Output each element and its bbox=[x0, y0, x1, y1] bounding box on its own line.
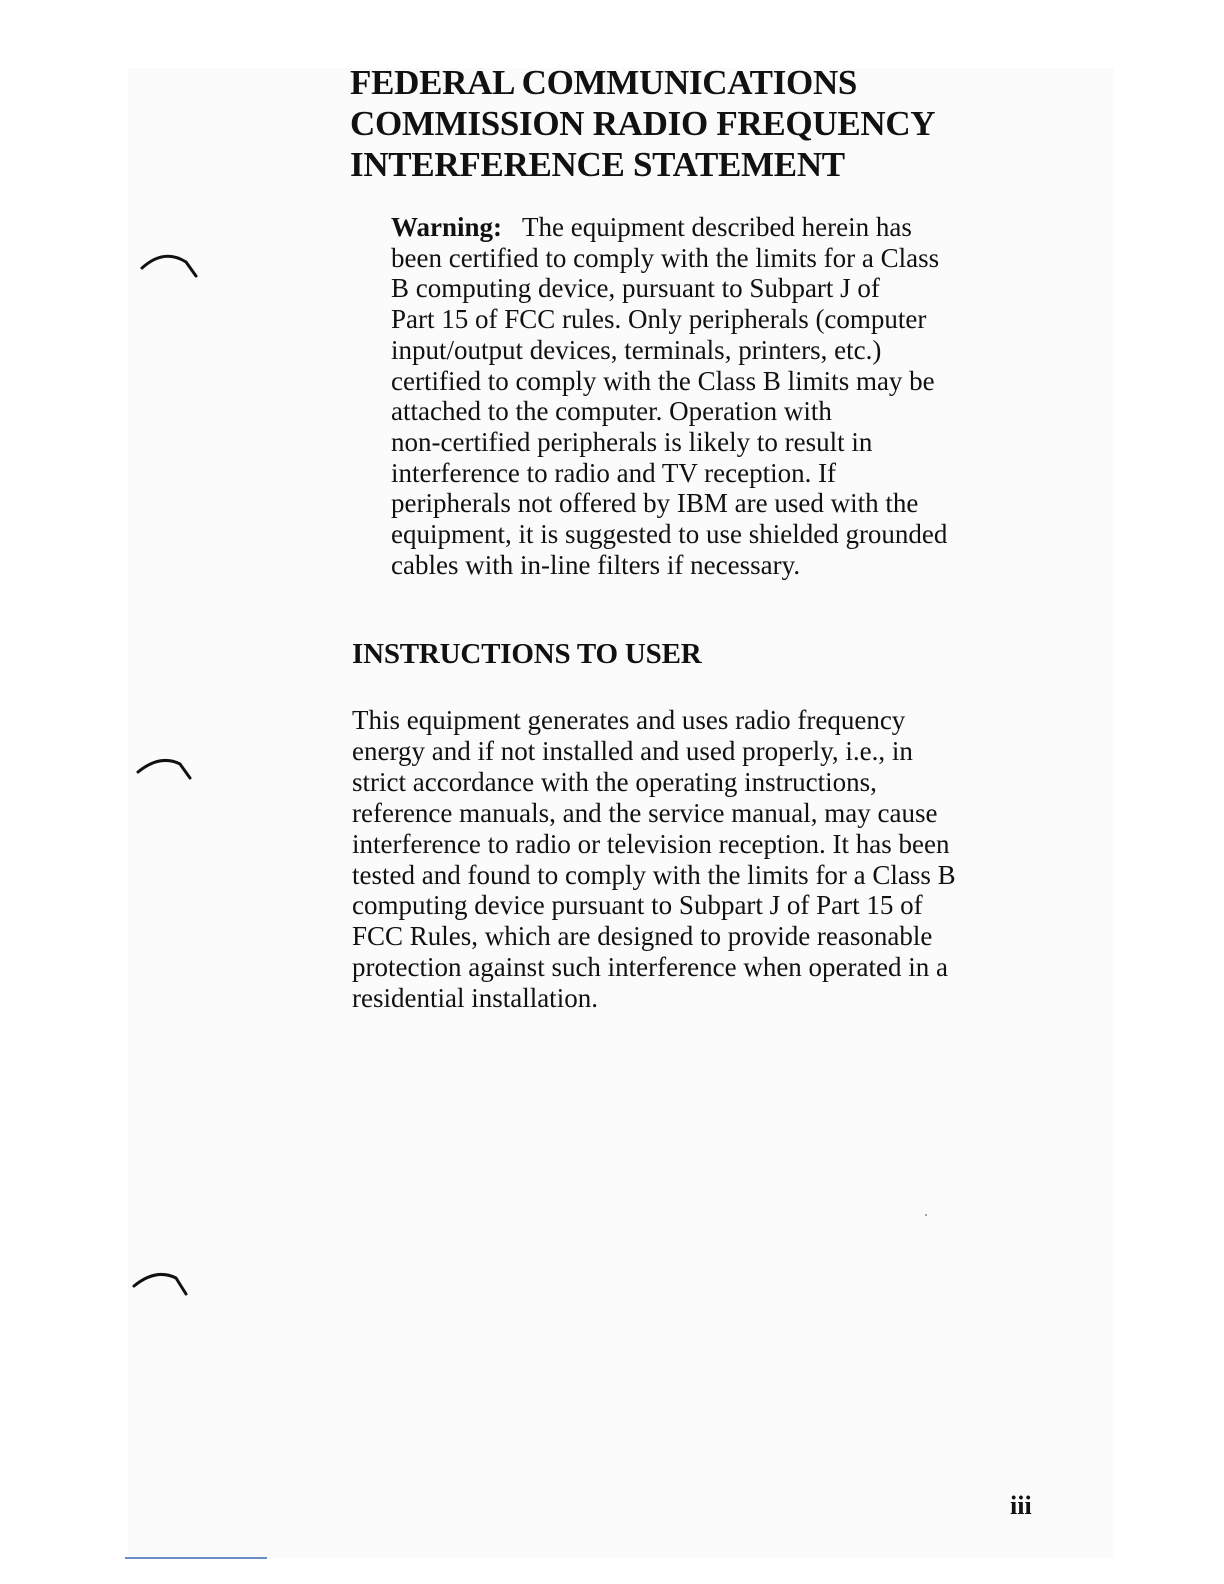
warning-line: attached to the computer. Operation with bbox=[391, 396, 832, 427]
warning-line: The equipment described herein has bbox=[522, 212, 912, 242]
scan-edge-line bbox=[125, 1557, 267, 1559]
warning-line: B computing device, pursuant to Subpart J of bbox=[391, 273, 880, 304]
warning-line: Part 15 of FCC rules. Only peripherals (computer bbox=[391, 304, 927, 335]
warning-line: cables with in-line filters if necessary. bbox=[391, 549, 801, 580]
instructions-line: tested and found to comply with the limits for a Class B bbox=[352, 859, 956, 890]
warning-line: peripherals not offered by IBM are used with the bbox=[391, 488, 919, 519]
warning-line: been certified to comply with the limits for a Class bbox=[391, 242, 940, 273]
instructions-line: strict accordance with the operating instructions, bbox=[352, 766, 877, 797]
instructions-line: This equipment generates and uses radio frequency bbox=[352, 705, 906, 735]
instructions-line: FCC Rules, which are designed to provide reasonable bbox=[352, 921, 933, 952]
warning-label: Warning: bbox=[391, 212, 503, 242]
warning-line: equipment, it is suggested to use shielded grounded bbox=[391, 519, 948, 550]
binder-hole-mark-icon bbox=[134, 754, 196, 794]
title-line: INTERFERENCE STATEMENT bbox=[350, 145, 845, 184]
instructions-line: computing device pursuant to Subpart J of Part 15 of bbox=[352, 890, 923, 921]
instructions-line: reference manuals, and the service manual, may cause bbox=[352, 797, 938, 828]
title-line: COMMISSION RADIO FREQUENCY bbox=[350, 104, 936, 143]
warning-line: non-certified peripherals is likely to result in bbox=[391, 426, 873, 457]
warning-first-line bbox=[391, 212, 1071, 243]
instructions-line: residential installation. bbox=[352, 983, 598, 1014]
warning-line: input/output devices, terminals, printers, etc.) bbox=[391, 334, 882, 365]
instructions-paragraph bbox=[352, 705, 1072, 1014]
page-title bbox=[350, 62, 1070, 185]
warning-line: certified to comply with the Class B limits may be bbox=[391, 365, 935, 396]
title-line: FEDERAL COMMUNICATIONS bbox=[350, 63, 858, 102]
instructions-line: interference to radio or television reception. It has been bbox=[352, 828, 950, 859]
warning-paragraph bbox=[391, 212, 1071, 580]
instructions-line: protection against such interference when operated in a bbox=[352, 952, 948, 983]
binder-hole-mark-icon bbox=[130, 1266, 192, 1306]
instructions-line: energy and if not installed and used properly, i.e., in bbox=[352, 735, 913, 766]
binder-hole-mark-icon bbox=[138, 246, 200, 286]
warning-line: interference to radio and TV reception. If bbox=[391, 457, 837, 488]
page-number: iii bbox=[1010, 1491, 1032, 1520]
scan-speck bbox=[925, 1214, 927, 1216]
instructions-heading: INSTRUCTIONS TO USER bbox=[352, 638, 702, 670]
